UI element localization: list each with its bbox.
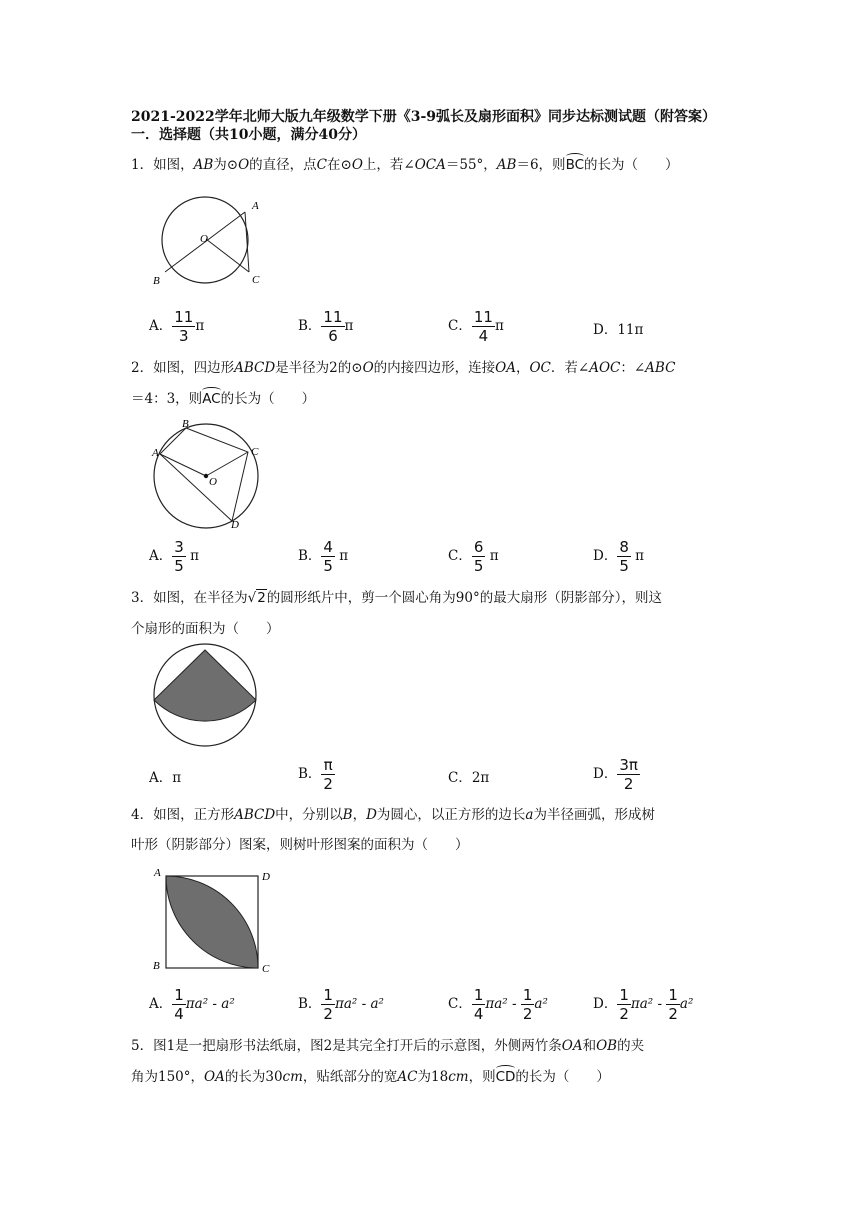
question-3-figure xyxy=(150,642,262,748)
question-2-stem-line2: ＝4：3，则AC的长为（ ） xyxy=(131,391,316,407)
q3-option-d[interactable]: D． $\frac{3\pi}{2}$ xyxy=(593,756,638,793)
question-3-stem-line1: 3．如图，在半径为√2的圆形纸片中，剪一个圆心角为90°的最大扇形（阴影部分），则这 xyxy=(131,590,662,606)
document-title: 2021-2022学年北师大版九年级数学下册《3-9弧长及扇形面积》同步达标测试题（附答案） xyxy=(131,109,717,125)
q2-option-a[interactable]: A． $\frac{3}{5}$ π xyxy=(149,538,199,575)
q2-option-c[interactable]: C． $\frac{6}{5}$ π xyxy=(448,538,499,575)
q4-option-a[interactable]: A． $\frac{1}{4}$ πa² - a² xyxy=(149,986,235,1023)
arc-bc: BC xyxy=(565,157,585,173)
q3-option-c[interactable]: C．2π xyxy=(448,770,490,786)
question-1-figure xyxy=(148,190,266,290)
question-5-stem-line1: 5．图1是一把扇形书法纸扇，图2是其完全打开后的示意图，外侧两竹条OA和OB的夹 xyxy=(131,1038,645,1054)
center-o-label: O xyxy=(200,233,208,245)
sqrt-expression: √2 xyxy=(247,590,266,606)
point-d-label: D xyxy=(231,519,239,530)
q2-option-b[interactable]: B． $\frac{4}{5}$ π xyxy=(298,538,349,575)
point-c-label: C xyxy=(251,446,259,458)
question-2-stem-line1: 2．如图，四边形ABCD是半径为2的⊙O的内接四边形，连接OA，OC．若∠AOC：∠ABC xyxy=(131,360,676,376)
q3-option-b[interactable]: B． $\frac{\pi}{2}$ xyxy=(298,756,333,793)
question-4-stem-line1: 4．如图，正方形ABCD中，分别以B，D为圆心，以正方形的边长a为半径画弧，形成树 xyxy=(131,807,655,823)
q4-option-c[interactable]: C． $\frac{1}{4}$ πa² - $\frac{1}{2}$ a² xyxy=(448,986,548,1023)
question-3-stem-line2: 个扇形的面积为（ ） xyxy=(131,621,280,637)
section-heading: 一．选择题（共10小题，满分40分） xyxy=(131,127,366,143)
point-a-label: A xyxy=(252,200,259,212)
point-c-label: C xyxy=(252,274,260,286)
point-d-label: D xyxy=(262,871,270,883)
point-b-label: B xyxy=(153,960,160,972)
question-4-figure xyxy=(148,862,278,978)
q1-option-d[interactable]: D．11π xyxy=(593,322,644,338)
point-b-label: B xyxy=(153,275,160,287)
center-o-label: O xyxy=(209,476,217,488)
q4-option-d[interactable]: D． $\frac{1}{2}$ πa² - $\frac{1}{2}$ a² xyxy=(593,986,694,1023)
q1-option-b[interactable]: B． $\frac{11}{6}$ π xyxy=(298,308,354,345)
question-5-stem-line2: 角为150°，OA的长为30cm，贴纸部分的宽AC为18cm，则CD的长为（ ） xyxy=(131,1069,610,1085)
question-1-stem: 1．如图，AB为⊙O的直径，点C在⊙O上，若∠OCA＝55°，AB＝6，则BC的长为（ ） xyxy=(131,157,679,173)
question-2-figure xyxy=(146,418,266,530)
q3-option-a[interactable]: A．π xyxy=(149,770,182,786)
point-a-label: A xyxy=(154,867,161,879)
arc-ac: AC xyxy=(202,391,221,407)
q4-option-b[interactable]: B． $\frac{1}{2}$ πa² - a² xyxy=(298,986,384,1023)
q2-option-d[interactable]: D． $\frac{8}{5}$ π xyxy=(593,538,645,575)
point-a-label: A xyxy=(152,447,159,459)
q1-option-a[interactable]: A． $\frac{11}{3}$ π xyxy=(149,308,205,345)
point-c-label: C xyxy=(262,963,270,975)
point-b-label: B xyxy=(182,418,189,430)
arc-cd: CD xyxy=(495,1069,516,1085)
q1-option-c[interactable]: C． $\frac{11}{4}$ π xyxy=(448,308,504,345)
question-4-stem-line2: 叶形（阴影部分）图案，则树叶形图案的面积为（ ） xyxy=(131,837,469,853)
